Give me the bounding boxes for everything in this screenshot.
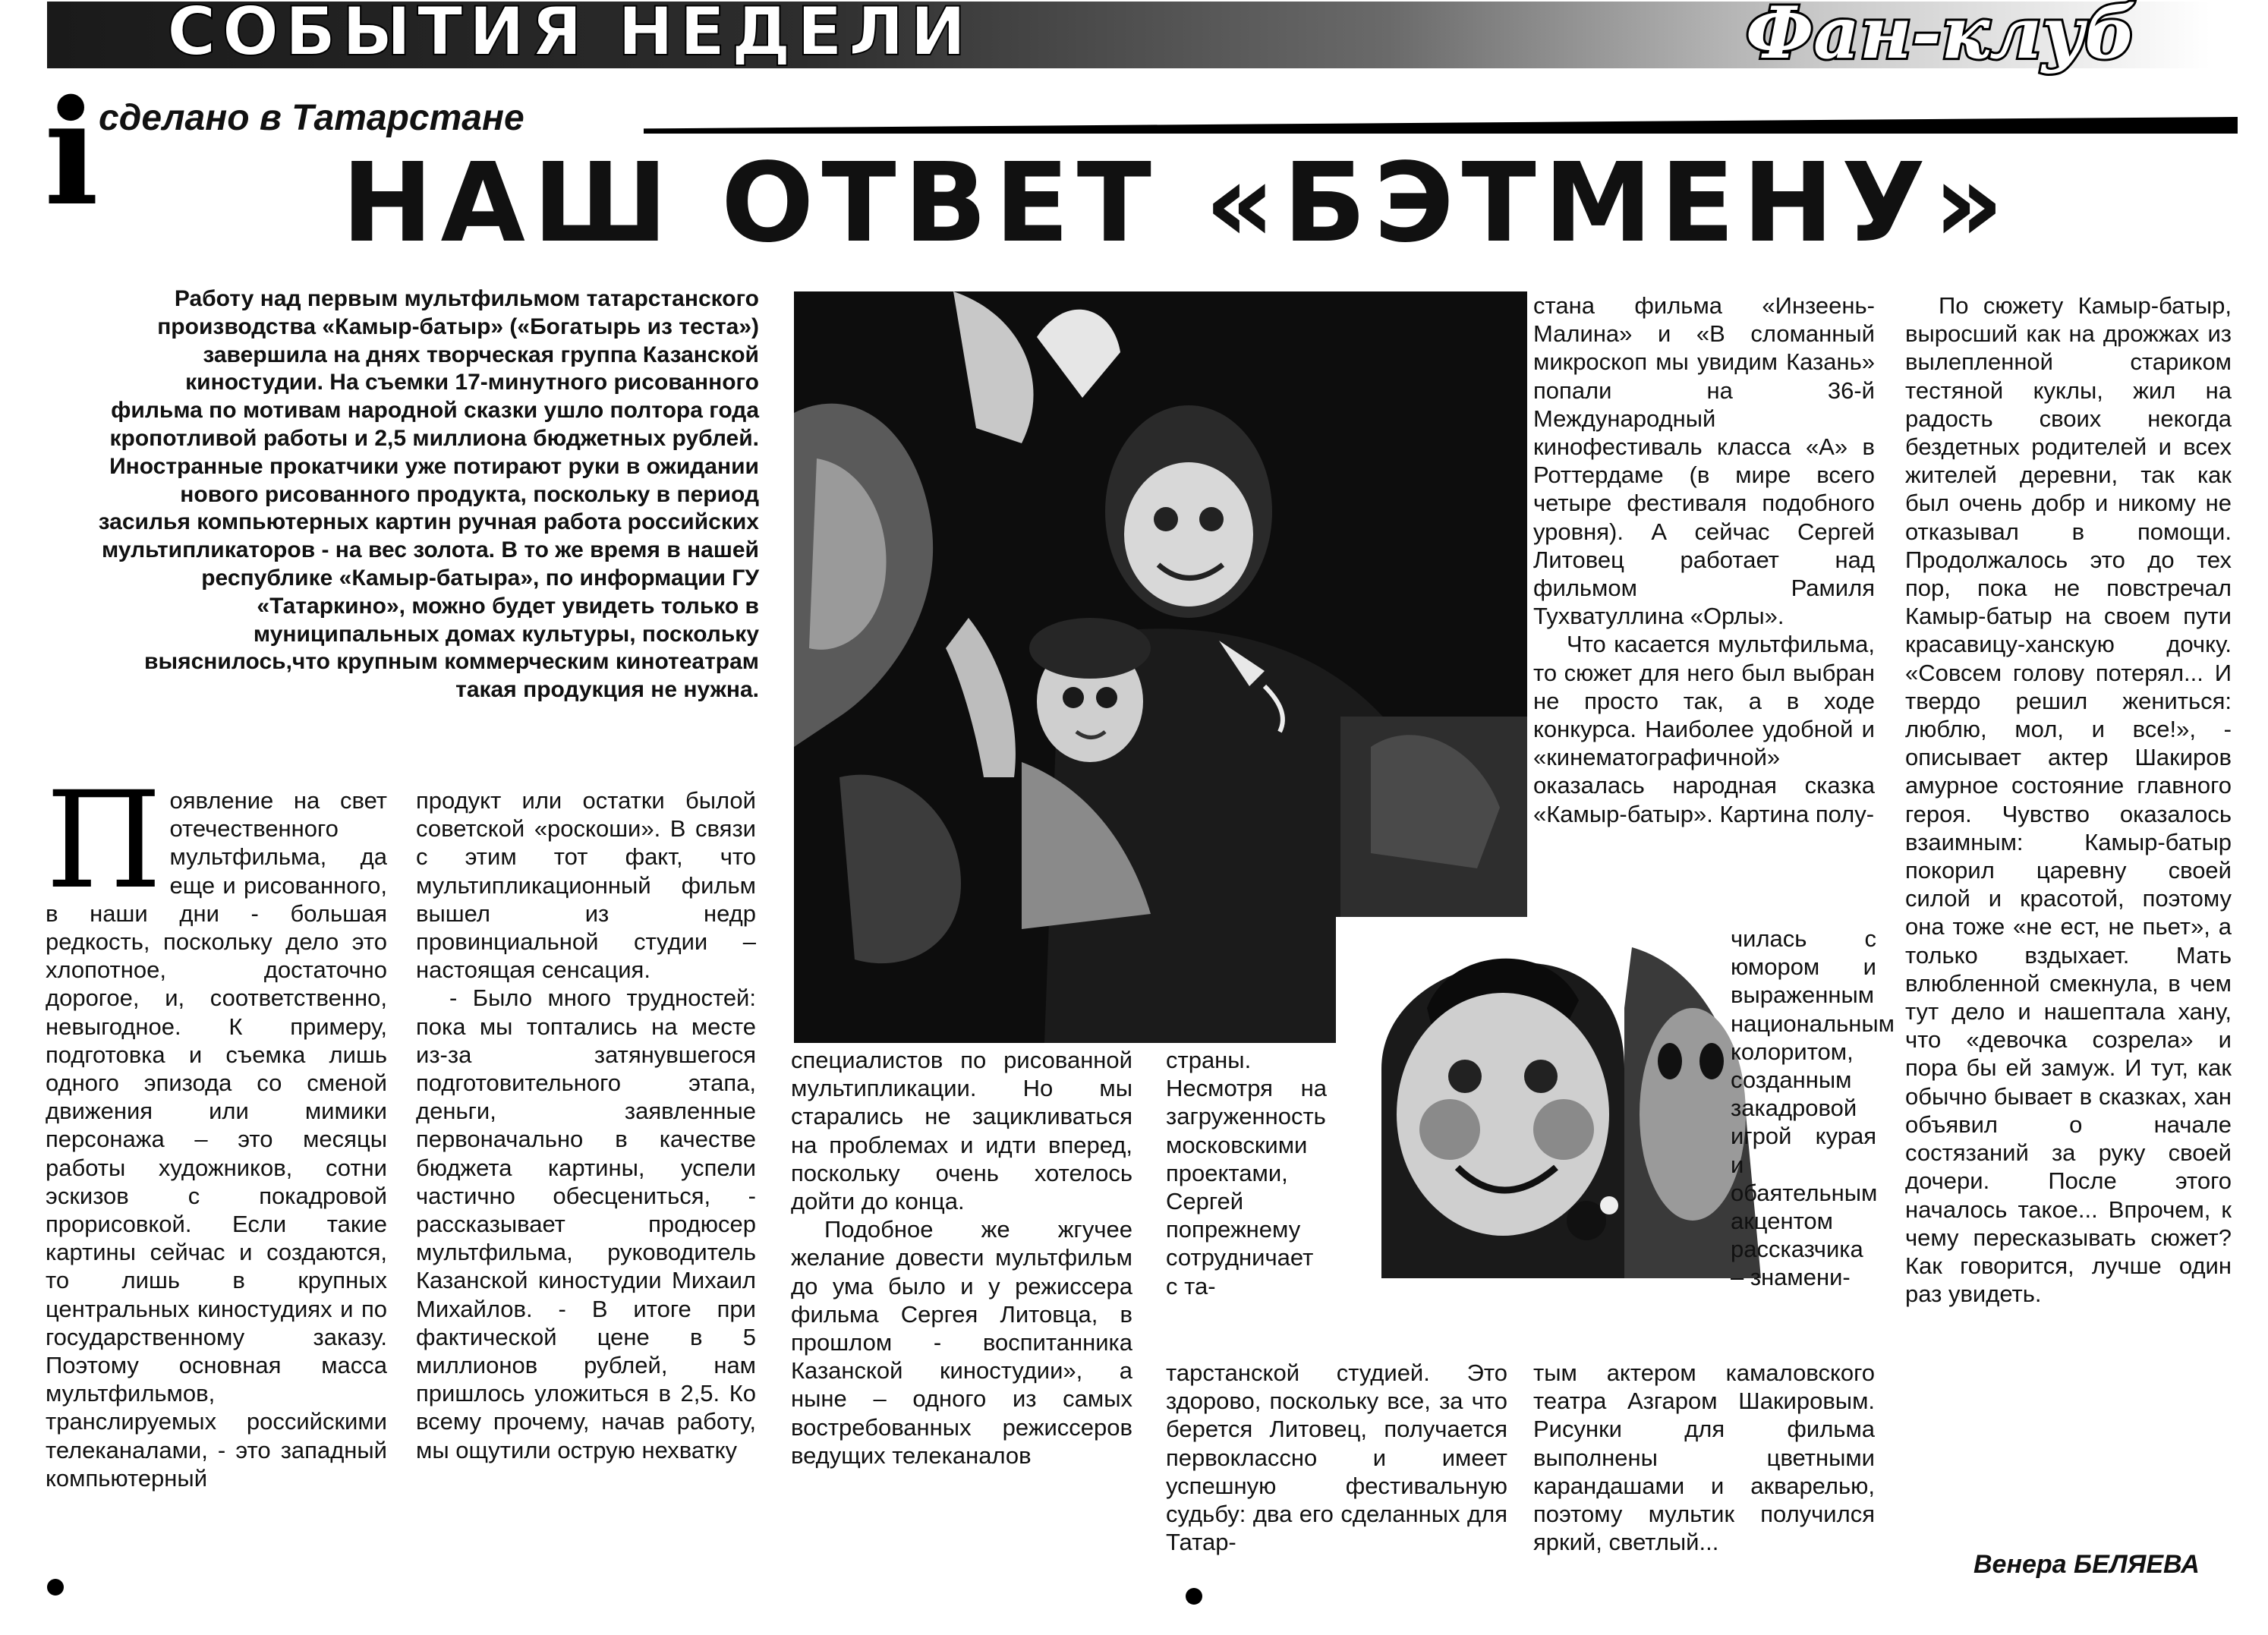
article-column-4-narrow: страны. Несмотря на загруженность московскими проектами, Сергей попрежнему сотрудничает с та- (1166, 1047, 1327, 1299)
section-tag: Фан-клуб (1746, 0, 2137, 75)
column-2-paragraph-1: продукт или остатки былой советской «роскоши». В связи с этим тот факт, что мультипликационный фильм вышел из недр провинциальной студии – настоящая сенсация. (416, 787, 756, 984)
section-label: сделано в Татарстане (99, 98, 524, 138)
page-ornament (1186, 1588, 1202, 1605)
column-1-text: оявление на свет отечественного мультфильма, да еще и рисованного, в наши дни - большая редкость, поскольку дело это хлопотное, достаточно дорогое, и, соответственно, невыгодное. К примеру, подготовка и съемка лишь одного эпизода со сменой движения или мимики персонажа – это месяцы работы художников, сотни эскизов с покадровой прорисовкой. Если такие картины сейчас и создаются, то лишь в крупных центральных киностудиях и по государственному заказу. Поэтому основная масса мультфильмов, транслируемых российскими телеканалами, - это западный компьютерный (46, 787, 387, 1492)
article-column-5-narrow: чилась с юмором и выраженным национальным колоритом, созданным закадровой игрой курая и обаятельным акцентом рассказчика – знамени- (1731, 925, 1895, 1291)
article-column-6: По сюжету Камыр-батыр, выросший как на дрожжах из вылепленной стариком тестяной куклы, жил на радость своих некогда бездетных родителей и всех жителей деревни, так как был очень добр и никому не отказывал в помощи. Продолжалось это до тех пор, пока не повстречал Камыр-батыр на своем пути красавицу-ханскую дочку. «Совсем голову потерял... И твердо решил жениться: люблю, мол, и все!», - описывает актер Шакиров амурное состояние главного героя. Чувство оказалось взаимным: Камыр-батыр покорил царевну своей силой и красотой, поэтому она тоже «не ест, не пьет», а только вздыхает. Мать влюбленной смекнула, в чем тут дело и нашептала хану, что «девочка созрела» и пора бы ей замуж. И тут, как обычно бывает в сказках, хан объявил о начале состязаний за руку своей дочери. После этого началось такое... Впрочем, к чему пересказывать сюжет? Как говорится, лучше один раз увидеть. (1905, 292, 2232, 1308)
rubric-title: СОБЫТИЯ НЕДЕЛИ (167, 0, 972, 71)
page-ornament (47, 1579, 64, 1596)
article-column-5 (1533, 291, 1875, 828)
column-5-paragraph-2: Что касается мультфильма, то сюжет для него был выбран не просто так, а в ходе конкурса. Наиболее удобной и «кинематографичной» оказалась народная сказка «Камыр-батыр». Картина полу- (1533, 631, 1875, 827)
characters-photo (1336, 917, 1761, 1278)
article-column-3 (791, 1046, 1132, 1470)
article-column-4-wide: тарстанской студией. Это здорово, поскольку все, за что берется Литовец, получается первоклассно и имеет успешную фестивальную судьбу: два его сделанных для Татар- (1166, 1359, 1507, 1556)
lead-paragraph: Работу над первым мультфильмом татарстанского производства «Камыр-батыр» («Богатырь из теста») завершила на днях творческая группа Казанской киностудии. На съемки 17-минутного рисованного фильма по мотивам народной сказки ушло полтора года кропотливой работы и 2,5 миллиона бюджетных рублей. Иностранные прокатчики уже потирают руки в ожидании нового рисованного продукта, поскольку в период засилья компьютерных картин ручная работа российских мультипликаторов - на вес золота. В то же время в нашей республике «Камыр-батыра», по информации ГУ «Татаркино», можно будет увидеть только в муниципальных домах культуры, поскольку выяснилось,что крупным коммерческим кинотеатрам такая продукция не нужна. (98, 286, 759, 703)
column-3-paragraph-1: специалистов по рисованной мультипликации. Но мы старались не зацикливаться на проблемах и идти вперед, поскольку очень хотелось дойти до конца. (791, 1047, 1132, 1215)
headline: НАШ ОТВЕТ «БЭТМЕНУ» (341, 139, 2012, 266)
byline: Венера БЕЛЯЕВА (1973, 1550, 2200, 1579)
characters-drawing (1336, 917, 1761, 1278)
article-column-5-bottom: тым актером камаловского театра Азгаром Шакировым. Рисунки для фильма выполнены цветными карандашами и акварелью, поэтому мультик получился яркий, светлый... (1533, 1359, 1875, 1556)
column-3-paragraph-2: Подобное же жгучее желание довести мультфильм до ума было и у режиссера фильма Сергея Литовца, в прошлом - воспитанника Казанской киностудии», а ныне – одного из самых востребованных режиссеров ведущих телеканалов (791, 1216, 1132, 1469)
article-column-2 (416, 786, 756, 1464)
info-letter-icon: i (44, 68, 99, 238)
drop-cap: П (46, 763, 162, 918)
section-rule (644, 117, 2238, 134)
column-2-paragraph-2: - Было много трудностей: пока мы топтались на месте из-за затянувшегося подготовительного этапа, деньги, заявленные первоначально в качестве бюджета картины, успели частично обесцениться, - рассказывает продюсер мультфильма, руководитель Казанской киностудии Михаил Михайлов. - В итоге при фактической цене в 5 миллионов рублей, нам пришлось уложиться в 2,5. Ко всему прочему, начав работу, мы ощутили острую нехватку (416, 984, 756, 1463)
column-5-paragraph-1: стана фильма «Инзеень-Малина» и «В сломанный микроскоп мы увидим Казань» попали на 36-й Международный кинофестиваль класса «А» в Роттердаме (в мире всего четыре фестиваля подобного уровня). А сейчас Сергей Литовец работает над фильмом Рамиля Тухватуллина «Орлы». (1533, 292, 1875, 630)
article-column-1 (46, 763, 387, 1492)
